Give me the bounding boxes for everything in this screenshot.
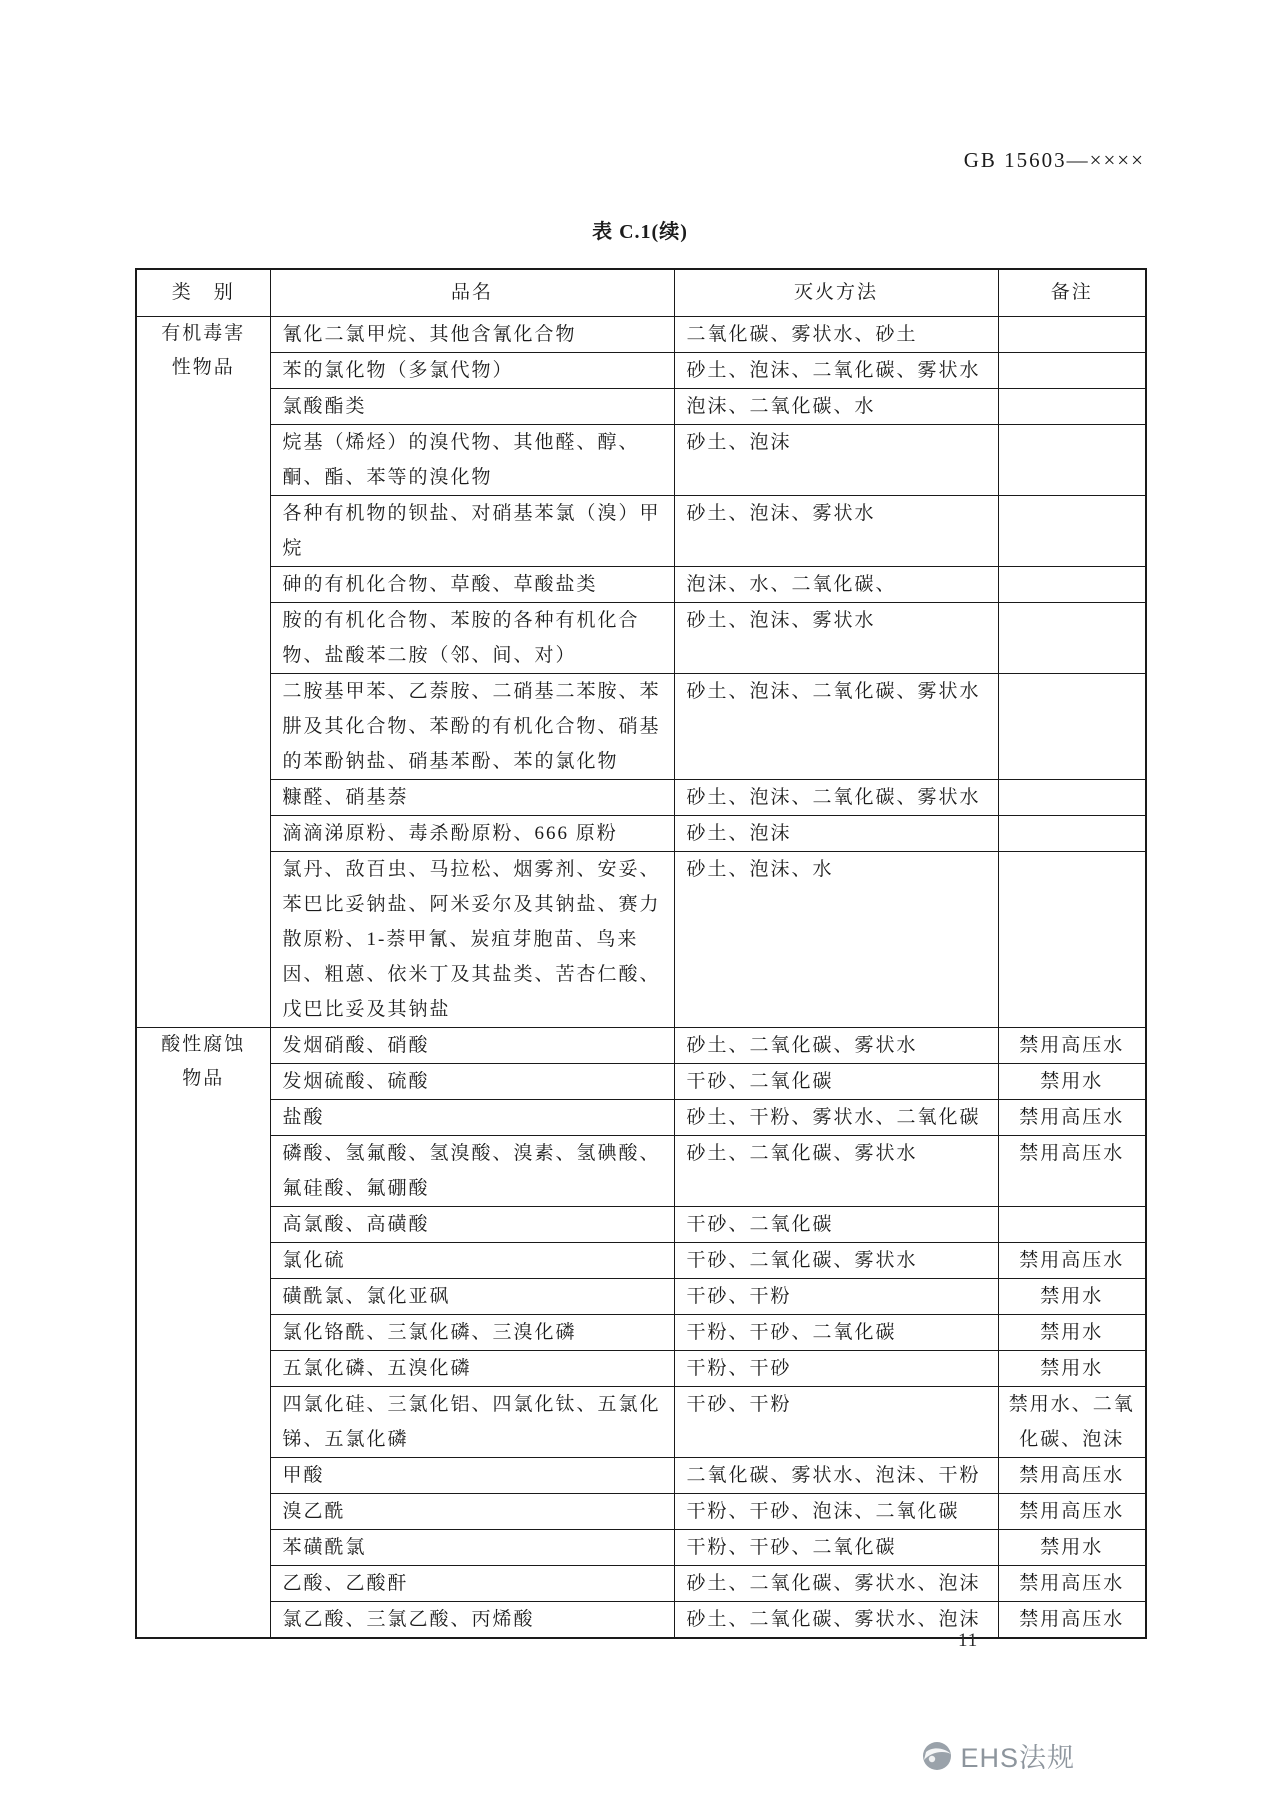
- name-cell: 糠醛、硝基萘: [270, 780, 674, 816]
- ehs-logo-icon: [921, 1740, 953, 1772]
- category-line: 酸性腐蚀: [161, 1034, 246, 1055]
- table-row: [136, 1494, 1146, 1530]
- remark-cell: 禁用高压水: [998, 1566, 1146, 1602]
- name-cell: 氯丹、敌百虫、马拉松、烟雾剂、安妥、苯巴比妥钠盐、阿米妥尔及其钠盐、赛力散原粉、1-萘甲氰、炭疽芽胞苗、鸟来因、粗蒽、依米丁及其盐类、苦杏仁酸、戊巴比妥及其钠盐: [270, 852, 674, 1028]
- name-cell: 发烟硝酸、硝酸: [270, 1028, 674, 1064]
- page-number: 11: [958, 1630, 979, 1651]
- table-row: [136, 674, 1146, 780]
- name-cell: 胺的有机化合物、苯胺的各种有机化合物、盐酸苯二胺（邻、间、对）: [270, 603, 674, 674]
- remark-cell: 禁用高压水: [998, 1028, 1146, 1064]
- header-remark: 备注: [998, 269, 1146, 317]
- table-row: [136, 1136, 1146, 1207]
- remark-cell: [998, 567, 1146, 603]
- table-row: [136, 1351, 1146, 1387]
- remark-cell: [998, 389, 1146, 425]
- remark-cell: [998, 603, 1146, 674]
- method-cell: 砂土、二氧化碳、雾状水: [674, 1028, 998, 1064]
- remark-cell: [998, 816, 1146, 852]
- remark-cell: 禁用水: [998, 1351, 1146, 1387]
- name-cell: 氯酸酯类: [270, 389, 674, 425]
- method-cell: 砂土、泡沫: [674, 816, 998, 852]
- method-cell: 砂土、泡沫、雾状水: [674, 496, 998, 567]
- method-cell: 砂土、泡沫、水: [674, 852, 998, 1028]
- table-row: [136, 1028, 1146, 1064]
- category-line: 性物品: [171, 357, 235, 378]
- name-cell: 四氯化硅、三氯化铝、四氯化钛、五氯化锑、五氯化磷: [270, 1387, 674, 1458]
- header-row: [136, 269, 1146, 317]
- table-row: [136, 1279, 1146, 1315]
- name-cell: 发烟硫酸、硫酸: [270, 1064, 674, 1100]
- table-row: [136, 1315, 1146, 1351]
- name-cell: 氰化二氯甲烷、其他含氰化合物: [270, 317, 674, 353]
- watermark: [921, 1736, 1075, 1775]
- remark-cell: [998, 852, 1146, 1028]
- remark-cell: [998, 496, 1146, 567]
- method-cell: 干粉、干砂: [674, 1351, 998, 1387]
- header-category: 类 别: [136, 269, 270, 317]
- remark-cell: 禁用水: [998, 1315, 1146, 1351]
- remark-cell: [998, 425, 1146, 496]
- table-row: [136, 1530, 1146, 1566]
- name-cell: 五氯化磷、五溴化磷: [270, 1351, 674, 1387]
- method-cell: 干粉、干砂、泡沫、二氧化碳: [674, 1494, 998, 1530]
- category-cell: [136, 1028, 270, 1639]
- table-section: [136, 317, 1146, 1028]
- name-cell: 甲酸: [270, 1458, 674, 1494]
- method-cell: 砂土、泡沫、二氧化碳、雾状水: [674, 353, 998, 389]
- header-name: 品名: [270, 269, 674, 317]
- method-cell: 干粉、干砂、二氧化碳: [674, 1530, 998, 1566]
- name-cell: 磷酸、氢氟酸、氢溴酸、溴素、氢碘酸、氟硅酸、氟硼酸: [270, 1136, 674, 1207]
- method-cell: 干砂、二氧化碳: [674, 1207, 998, 1243]
- table-row: [136, 567, 1146, 603]
- name-cell: 滴滴涕原粉、毒杀酚原粉、666 原粉: [270, 816, 674, 852]
- remark-cell: 禁用高压水: [998, 1100, 1146, 1136]
- method-cell: 干砂、二氧化碳: [674, 1064, 998, 1100]
- method-cell: 砂土、二氧化碳、雾状水、泡沫: [674, 1566, 998, 1602]
- watermark-text: EHS法规: [960, 1743, 1075, 1773]
- remark-cell: 禁用水: [998, 1279, 1146, 1315]
- header-method: 灭火方法: [674, 269, 998, 317]
- method-cell: 砂土、二氧化碳、雾状水: [674, 1136, 998, 1207]
- table-row: [136, 389, 1146, 425]
- table-row: [136, 353, 1146, 389]
- method-cell: 砂土、干粉、雾状水、二氧化碳: [674, 1100, 998, 1136]
- table-row: [136, 317, 1146, 353]
- category-line: 有机毒害: [161, 323, 246, 344]
- table-row: [136, 852, 1146, 1028]
- remark-cell: [998, 353, 1146, 389]
- remark-cell: 禁用高压水: [998, 1494, 1146, 1530]
- method-cell: 砂土、二氧化碳、雾状水、泡沫: [674, 1602, 998, 1639]
- method-cell: 泡沫、水、二氧化碳、: [674, 567, 998, 603]
- remark-cell: [998, 674, 1146, 780]
- method-cell: 二氧化碳、雾状水、泡沫、干粉: [674, 1458, 998, 1494]
- table-row: [136, 425, 1146, 496]
- remark-cell: 禁用水: [998, 1530, 1146, 1566]
- table-row: [136, 1100, 1146, 1136]
- extinguishing-methods-table: [135, 268, 1147, 1639]
- name-cell: 各种有机物的钡盐、对硝基苯氯（溴）甲烷: [270, 496, 674, 567]
- name-cell: 磺酰氯、氯化亚砜: [270, 1279, 674, 1315]
- table-row: [136, 1458, 1146, 1494]
- category-line: 物品: [182, 1068, 225, 1089]
- method-cell: 砂土、泡沫、二氧化碳、雾状水: [674, 674, 998, 780]
- method-cell: 砂土、泡沫: [674, 425, 998, 496]
- table-row: [136, 496, 1146, 567]
- method-cell: 干粉、干砂、二氧化碳: [674, 1315, 998, 1351]
- method-cell: 泡沫、二氧化碳、水: [674, 389, 998, 425]
- remark-cell: 禁用高压水: [998, 1136, 1146, 1207]
- name-cell: 苯磺酰氯: [270, 1530, 674, 1566]
- name-cell: 盐酸: [270, 1100, 674, 1136]
- method-cell: 二氧化碳、雾状水、砂土: [674, 317, 998, 353]
- table-row: [136, 1566, 1146, 1602]
- table-row: [136, 816, 1146, 852]
- table-section: [136, 1028, 1146, 1639]
- category-cell: [136, 317, 270, 1028]
- table-row: [136, 1207, 1146, 1243]
- remark-cell: 禁用高压水: [998, 1602, 1146, 1639]
- table-row: [136, 1602, 1146, 1639]
- method-cell: 砂土、泡沫、雾状水: [674, 603, 998, 674]
- remark-cell: [998, 317, 1146, 353]
- remark-cell: [998, 1207, 1146, 1243]
- method-cell: 干砂、干粉: [674, 1279, 998, 1315]
- table-row: [136, 1243, 1146, 1279]
- content-area: [135, 0, 1145, 1639]
- name-cell: 氯化铬酰、三氯化磷、三溴化磷: [270, 1315, 674, 1351]
- table-title: 表 C.1(续): [592, 221, 688, 243]
- method-cell: 干砂、干粉: [674, 1387, 998, 1458]
- name-cell: 乙酸、乙酸酐: [270, 1566, 674, 1602]
- name-cell: 二胺基甲苯、乙萘胺、二硝基二苯胺、苯肼及其化合物、苯酚的有机化合物、硝基的苯酚钠盐、硝基苯酚、苯的氯化物: [270, 674, 674, 780]
- name-cell: 高氯酸、高磺酸: [270, 1207, 674, 1243]
- table-row: [136, 603, 1146, 674]
- remark-cell: 禁用高压水: [998, 1458, 1146, 1494]
- name-cell: 苯的氯化物（多氯代物）: [270, 353, 674, 389]
- table-row: [136, 1387, 1146, 1458]
- remark-cell: 禁用水: [998, 1064, 1146, 1100]
- name-cell: 氯乙酸、三氯乙酸、丙烯酸: [270, 1602, 674, 1639]
- name-cell: 溴乙酰: [270, 1494, 674, 1530]
- method-cell: 干砂、二氧化碳、雾状水: [674, 1243, 998, 1279]
- name-cell: 砷的有机化合物、草酸、草酸盐类: [270, 567, 674, 603]
- standard-number: GB 15603—××××: [963, 148, 1145, 172]
- remark-cell: 禁用高压水: [998, 1243, 1146, 1279]
- name-cell: 氯化硫: [270, 1243, 674, 1279]
- name-cell: 烷基（烯烃）的溴代物、其他醛、醇、酮、酯、苯等的溴化物: [270, 425, 674, 496]
- table-row: [136, 780, 1146, 816]
- remark-cell: 禁用水、二氧化碳、泡沫: [998, 1387, 1146, 1458]
- remark-cell: [998, 780, 1146, 816]
- table-row: [136, 1064, 1146, 1100]
- method-cell: 砂土、泡沫、二氧化碳、雾状水: [674, 780, 998, 816]
